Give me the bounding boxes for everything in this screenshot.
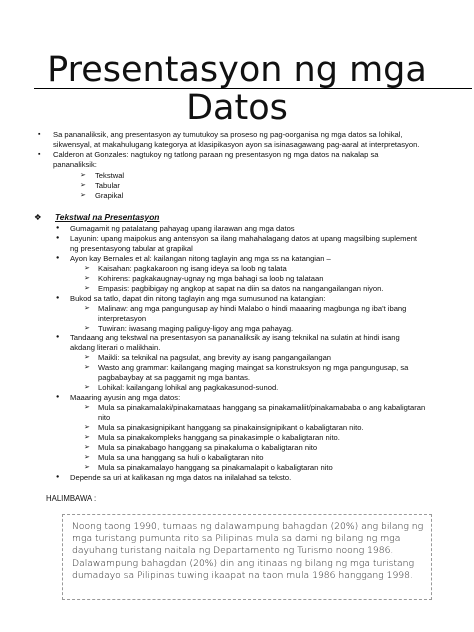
arrow-bullet-icon: ➢ — [84, 384, 90, 392]
item-text: ng presentasyong tabular at grapikal — [70, 243, 193, 253]
example-line: mga turistang pumunta rito sa Pilipinas mula sa dami ng bilang ng mga — [72, 533, 401, 545]
item-text: Kaisahan: pagkakaroon ng isang ideya sa loob ng talata — [98, 263, 287, 273]
arrow-bullet-icon: ➢ — [84, 274, 90, 282]
method-item: Tekstwal — [95, 171, 125, 180]
item-text: Ayon kay Bernales et al: kailangan nitong taglayin ang mga ss na katangian – — [70, 253, 331, 263]
item-text: Empasis: pagbibigay ng angkop at sapat na diin sa datos na nangangailangan niyon. — [98, 283, 384, 293]
arrow-bullet-icon: ➢ — [84, 453, 90, 461]
item-text: Kohirens: pagkakaugnay-ugnay ng mga bahagi sa loob ng talataan — [98, 273, 324, 283]
square-bullet-icon: ▪ — [38, 151, 41, 158]
example-line: dumadayo sa Pilipinas tuwing ikaapat na taon mula 1986 hanggang 1998. — [72, 569, 413, 581]
arrow-bullet-icon: ➢ — [80, 172, 86, 179]
round-bullet-icon: ● — [56, 394, 60, 401]
example-line: Noong taong 1990, tumaas ng dalawampung bahagdan (20%) ang bilang ng — [72, 521, 424, 532]
item-text: Malinaw: ang mga pangungusap ay hindi Malabo o hindi maaaring magbunga ng iba't ibang — [98, 303, 407, 313]
intro-text: sikwensyal, at makahulugang kategorya at klasipikasyon ayon sa isinasagawang pag-aaral at interpretasyon. — [53, 140, 420, 149]
item-text: Mula sa pinakamalaki/pinakamataas hanggang sa pinakamaliit/pinakamababa o ang kabaligtaran — [98, 403, 426, 413]
item-text: Tuwiran: iwasang maging paliguy-ligoy ang mga pahayag. — [98, 323, 294, 333]
arrow-bullet-icon: ➢ — [84, 304, 90, 312]
method-item: Tabular — [95, 181, 120, 190]
arrow-bullet-icon: ➢ — [84, 404, 90, 412]
item-text: Mula sa pinakakompleks hanggang sa pinakasimple o kabaligtaran nito. — [98, 432, 340, 442]
item-text: akdang literari o malikhain. — [70, 343, 161, 353]
round-bullet-icon: ● — [56, 234, 60, 241]
arrow-bullet-icon: ➢ — [84, 443, 90, 451]
section-heading: Tekstwal na Presentasyon — [55, 212, 160, 222]
round-bullet-icon: ● — [56, 254, 60, 261]
square-bullet-icon: ▪ — [38, 131, 41, 138]
item-text: Lohikal: kailangang lohikal ang pagkakasunod-sunod. — [98, 383, 279, 393]
item-text: Mula sa una hanggang sa huli o kabaligtaran nito — [98, 452, 264, 462]
page-title-line-2: Datos — [186, 88, 288, 128]
item-text: Layunin: upang maipokus ang antensyon sa ilang mahahalagang datos at upang magsilbing suplement — [70, 233, 418, 243]
example-label: HALIMBAWA : — [46, 494, 97, 503]
arrow-bullet-icon: ➢ — [84, 284, 90, 292]
item-text: Mula sa pinakamalayo hanggang sa pinakamalapit o kabaligtaran nito — [98, 462, 333, 472]
arrow-bullet-icon: ➢ — [84, 364, 90, 372]
round-bullet-icon: ● — [56, 473, 60, 480]
item-text: interpretasyon — [98, 313, 147, 323]
example-line: Dalawampung bahagdan (20%) din ang itinaas ng bilang ng mga turistang — [72, 557, 415, 569]
item-text: pagbabaybay at sa paggamit ng mga bantas. — [98, 373, 250, 383]
arrow-bullet-icon: ➢ — [84, 424, 90, 431]
arrow-bullet-icon: ➢ — [84, 354, 90, 362]
intro-text: Calderon at Gonzales: nagtukoy ng tatlong paraan ng presentasyon ng mga datos na nakalap sa — [53, 150, 379, 159]
item-text: Wasto ang grammar: kailangang maging maingat sa konstruksyon ng mga pangungusap, sa — [98, 363, 409, 373]
round-bullet-icon: ● — [56, 294, 60, 301]
item-text: Maaaring ayusin ang mga datos: — [70, 393, 181, 403]
intro-text: Sa pananaliksik, ang presentasyon ay tumutukoy sa proseso ng pag-oorganisa ng mga datos sa lohikal, — [53, 130, 403, 139]
item-text: nito — [98, 413, 111, 423]
page-title-line-1: Presentasyon ng mga — [47, 50, 427, 90]
arrow-bullet-icon: ➢ — [80, 182, 86, 189]
intro-text: pananaliksik: — [53, 160, 97, 169]
round-bullet-icon: ● — [56, 334, 60, 341]
item-text: Depende sa uri at kalikasan ng mga datos na inilalahad sa teksto. — [70, 472, 292, 482]
method-item: Grapikal — [95, 191, 124, 200]
diamond-bullet-icon: ❖ — [34, 212, 42, 222]
round-bullet-icon: ● — [56, 225, 60, 231]
item-text: Mula sa pinakasignipikant hanggang sa pinakainsignipikant o kabaligtaran nito. — [98, 423, 364, 432]
item-text: Mula sa pinakabago hanggang sa pinakaluma o kabaligtaran nito — [98, 442, 318, 452]
arrow-bullet-icon: ➢ — [84, 324, 90, 332]
item-text: Tandaang ang tekstwal na presentasyon sa pananaliksik ay isang teknikal na sulatin at hindi isang — [70, 333, 400, 343]
item-text: Bukod sa tatlo, dapat din nitong taglayin ang mga sumusunod na katangian: — [70, 293, 326, 303]
arrow-bullet-icon: ➢ — [84, 264, 90, 272]
arrow-bullet-icon: ➢ — [84, 463, 90, 471]
arrow-bullet-icon: ➢ — [80, 192, 86, 199]
item-text: Gumagamit ng patalatang pahayag upang ilarawan ang mga datos — [70, 224, 295, 233]
arrow-bullet-icon: ➢ — [84, 433, 90, 441]
item-text: Maikli: sa teknikal na pagsulat, ang brevity ay isang pangangailangan — [98, 353, 332, 363]
example-line: dayuhang turistang naitala ng Departamento ng Turismo noong 1986. — [72, 545, 394, 557]
